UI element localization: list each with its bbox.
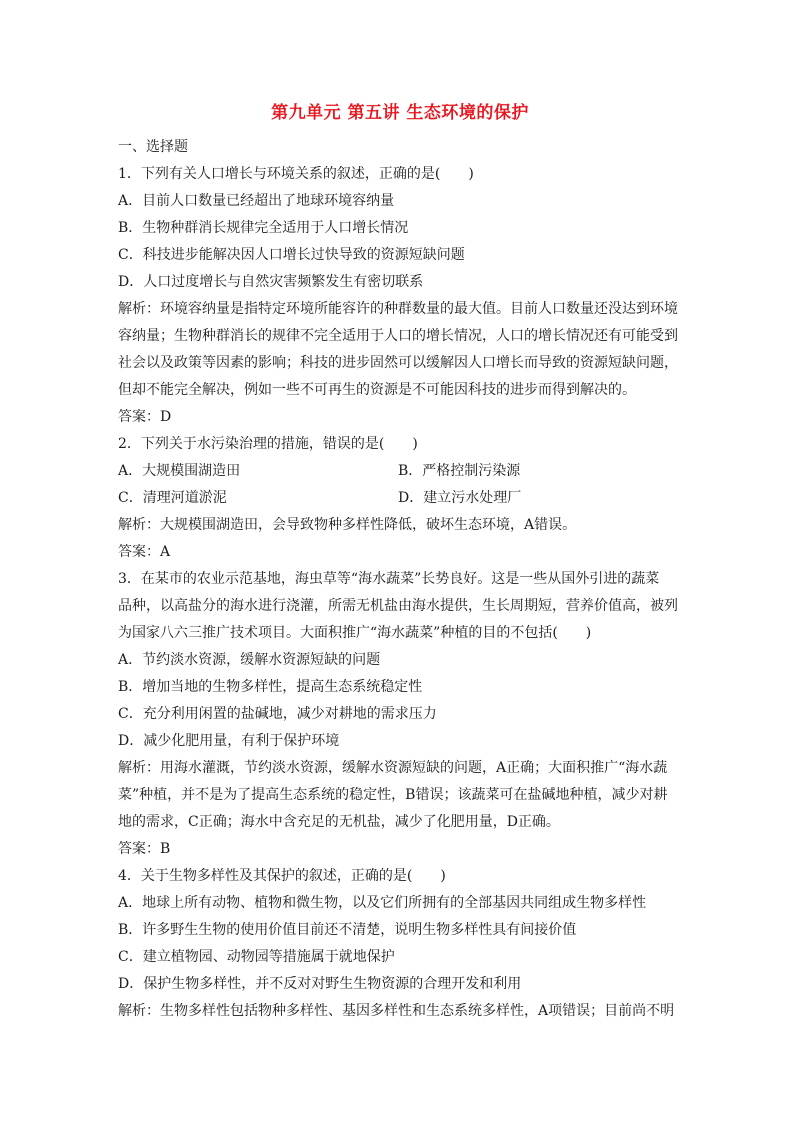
question-4-option-c: C．建立植物园、动物园等措施属于就地保护 <box>118 949 395 965</box>
question-1-option-b: B．生物种群消长规律完全适用于人口增长情况 <box>118 220 409 236</box>
question-3-option-a: A．节约淡水资源，缓解水资源短缺的问题 <box>118 652 381 668</box>
question-1-option-c: C．科技进步能解决因人口增长过快导致的资源短缺问题 <box>118 247 465 263</box>
question-3-answer: 答案：B <box>118 841 171 857</box>
question-3-option-c: C．充分利用闲置的盐碱地，减少对耕地的需求压力 <box>118 706 437 722</box>
question-1-option-a: A．目前人口数量已经超出了地球环境容纳量 <box>118 193 395 209</box>
section-heading: 一、选择题 <box>118 139 188 155</box>
question-2-option-c: C．清理河道淤泥 <box>118 490 227 506</box>
question-1-analysis-line: 容纳量；生物种群消长的规律不完全适用于人口的增长情况，人口的增长情况还有可能受到 <box>118 328 678 344</box>
question-4-option-b: B．许多野生生物的使用价值目前还不清楚，说明生物多样性具有间接价值 <box>118 922 577 938</box>
question-1-answer: 答案：D <box>118 409 172 425</box>
question-1-stem: 1．下列有关人口增长与环境关系的叙述，正确的是( ) <box>118 166 474 182</box>
question-4-option-d: D．保护生物多样性，并不反对对野生生物资源的合理开发和利用 <box>118 976 522 992</box>
question-1-analysis-line: 社会以及政策等因素的影响；科技的进步固然可以缓解因人口增长而导致的资源短缺问题， <box>118 355 678 371</box>
question-2-option-d: D．建立污水处理厂 <box>398 490 522 506</box>
question-3-option-d: D．减少化肥用量，有利于保护环境 <box>118 733 340 749</box>
question-3-analysis-line: 菜”种植，并不是为了提高生态系统的稳定性，B错误；该蔬菜可在盐碱地种植，减少对耕 <box>118 787 668 803</box>
question-4-option-a: A．地球上所有动物、植物和微生物，以及它们所拥有的全部基因共同组成生物多样性 <box>118 895 647 911</box>
question-3-stem-line: 3．在某市的农业示范基地，海虫草等“海水蔬菜”长势良好。这是一些从国外引进的蔬菜 <box>118 571 660 587</box>
question-2-stem: 2．下列关于水污染治理的措施，错误的是( ) <box>118 436 418 452</box>
question-3-stem-line: 为国家八六三推广技术项目。大面积推广“海水蔬菜”种植的目的不包括( ) <box>118 625 592 641</box>
question-4-analysis-line: 解析：生物多样性包括物种多样性、基因多样性和生态系统多样性，A项错误；目前尚不明 <box>118 1003 675 1019</box>
question-1-option-d: D．人口过度增长与自然灾害频繁发生有密切联系 <box>118 274 424 290</box>
question-3-analysis-line: 地的需求，C正确；海水中含充足的无机盐，减少了化肥用量，D正确。 <box>118 814 560 830</box>
question-1-analysis-line: 解析：环境容纳量是指特定环境所能容许的种群数量的最大值。目前人口数量还没达到环境 <box>118 301 678 317</box>
question-3-analysis-line: 解析：用海水灌溉，节约淡水资源，缓解水资源短缺的问题，A正确；大面积推广“海水蔬 <box>118 760 668 776</box>
question-2-analysis-line: 解析：大规模围湖造田，会导致物种多样性降低，破坏生态环境，A错误。 <box>118 517 577 533</box>
page-title: 第九单元 第五讲 生态环境的保护 <box>271 103 529 123</box>
question-4-stem: 4．关于生物多样性及其保护的叙述，正确的是( ) <box>118 868 446 884</box>
question-2-answer: 答案：A <box>118 544 171 560</box>
question-1-analysis-line: 但却不能完全解决，例如一些不可再生的资源是不可能因科技的进步而得到解决的。 <box>118 382 636 398</box>
question-2-option-b: B．严格控制污染源 <box>398 463 521 479</box>
question-2-option-a: A．大规模围湖造田 <box>118 463 241 479</box>
question-3-option-b: B．增加当地的生物多样性，提高生态系统稳定性 <box>118 679 423 695</box>
question-3-stem-line: 品种，以高盐分的海水进行浇灌，所需无机盐由海水提供，生长周期短，营养价值高，被列 <box>118 598 678 614</box>
